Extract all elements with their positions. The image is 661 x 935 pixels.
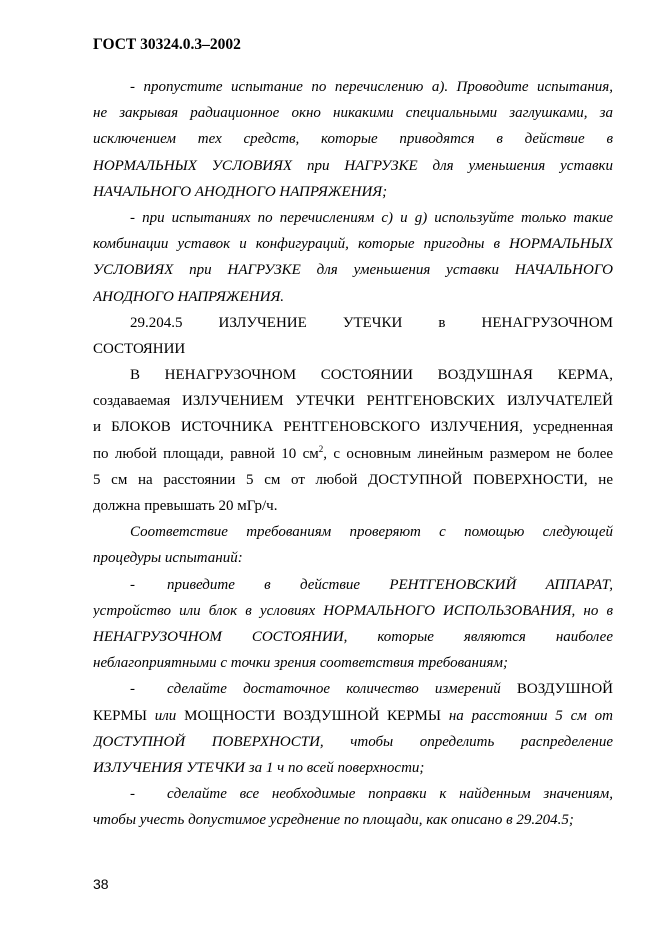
text-segment: по любой площади, равной 10 см [93, 445, 319, 462]
text-line: АНОДНОГО НАПРЯЖЕНИЯ. [93, 288, 285, 305]
list-dash: - [130, 786, 135, 803]
text-segment: ВОЗДУШНОЙ [516, 681, 613, 698]
text-line: исключением тех средств, которые приводятся в действие в [93, 131, 613, 148]
text-line [167, 676, 613, 702]
text-line: - пропустите испытание по перечислению а). Проводите испытания, [130, 79, 613, 95]
text-line: процедуры испытаний: [93, 550, 243, 567]
text-line: ДОСТУПНОЙ ПОВЕРХНОСТИ, чтобы определить распределение [93, 733, 613, 750]
text-segment: на расстоянии 5 см от [440, 707, 613, 724]
text-line: чтобы учесть допустимое усреднение по площади, как описано в 29.204.5; [93, 812, 574, 829]
section-heading: СОСТОЯНИИ [93, 340, 186, 357]
text-segment: приведите в действие РЕНТГЕНОВСКИЙ АППАРАТ, [167, 576, 613, 593]
text-line: НАЧАЛЬНОГО АНОДНОГО НАПРЯЖЕНИЯ; [93, 183, 388, 200]
superscript: 2 [318, 443, 324, 454]
text-line: В НЕНАГРУЗОЧНОМ СОСТОЯНИИ ВОЗДУШНАЯ КЕРМА, [130, 367, 613, 384]
page-body [93, 74, 613, 833]
text-line: НЕНАГРУЗОЧНОМ СОСТОЯНИИ, которые являются наиболее [93, 628, 613, 645]
text-segment: МОЩНОСТИ ВОЗДУШНОЙ КЕРМЫ [184, 707, 441, 724]
text-line: комбинации уставок и конфигураций, которые пригодны в НОРМАЛЬНЫХ [93, 236, 613, 253]
text-line: УСЛОВИЯХ при НАГРУЗКЕ для уменьшения уставки НАЧАЛЬНОГО [93, 262, 613, 279]
text-line: Соответствие требованиям проверяют с помощью следующей [130, 524, 613, 541]
text-line: и БЛОКОВ ИСТОЧНИКА РЕНТГЕНОВСКОГО ИЗЛУЧЕНИЯ, усредненная [93, 419, 613, 436]
list-item [93, 676, 613, 702]
text-line: НОРМАЛЬНЫХ УСЛОВИЯХ при НАГРУЗКЕ для уменьшения уставки [93, 157, 613, 174]
text-line: должна превышать 20 мГр/ч. [93, 498, 278, 514]
list-dash: - [130, 681, 135, 698]
text-segment: или [146, 707, 185, 724]
document-header: ГОСТ 30324.0.3–2002 [93, 36, 241, 53]
list-item [93, 781, 613, 807]
text-line: неблагоприятными с точки зрения соответствия требованиям; [93, 655, 508, 672]
section-heading: 29.204.5 ИЗЛУЧЕНИЕ УТЕЧКИ в НЕНАГРУЗОЧНОМ [130, 314, 613, 331]
text-line: устройство или блок в условиях НОРМАЛЬНОГО ИСПОЛЬЗОВАНИЯ, но в [93, 602, 613, 619]
list-dash: - [130, 576, 135, 593]
list-item [93, 572, 613, 598]
text-segment: КЕРМЫ [93, 707, 147, 724]
text-line [93, 441, 613, 467]
text-line: не закрывая радиационное окно никакими специальными заглушками, за [93, 105, 613, 122]
text-line: 5 см на расстоянии 5 см от любой ДОСТУПНОЙ ПОВЕРХНОСТИ, не [93, 471, 613, 488]
text-segment: сделайте все необходимые поправки к найденным значениям, [167, 786, 613, 803]
text-segment: , с основным линейным размером не более [323, 445, 613, 462]
text-line: ИЗЛУЧЕНИЯ УТЕЧКИ за 1 ч по всей поверхности; [93, 759, 425, 776]
text-line: - при испытаниях по перечислениям с) и g) используйте только такие [130, 209, 613, 226]
page-number: 38 [93, 876, 109, 892]
text-line [93, 703, 613, 729]
text-line: создаваемая ИЗЛУЧЕНИЕМ УТЕЧКИ РЕНТГЕНОВСКИХ ИЗЛУЧАТЕЛЕЙ [93, 393, 613, 410]
text-segment: сделайте достаточное количество измерений [167, 681, 517, 698]
